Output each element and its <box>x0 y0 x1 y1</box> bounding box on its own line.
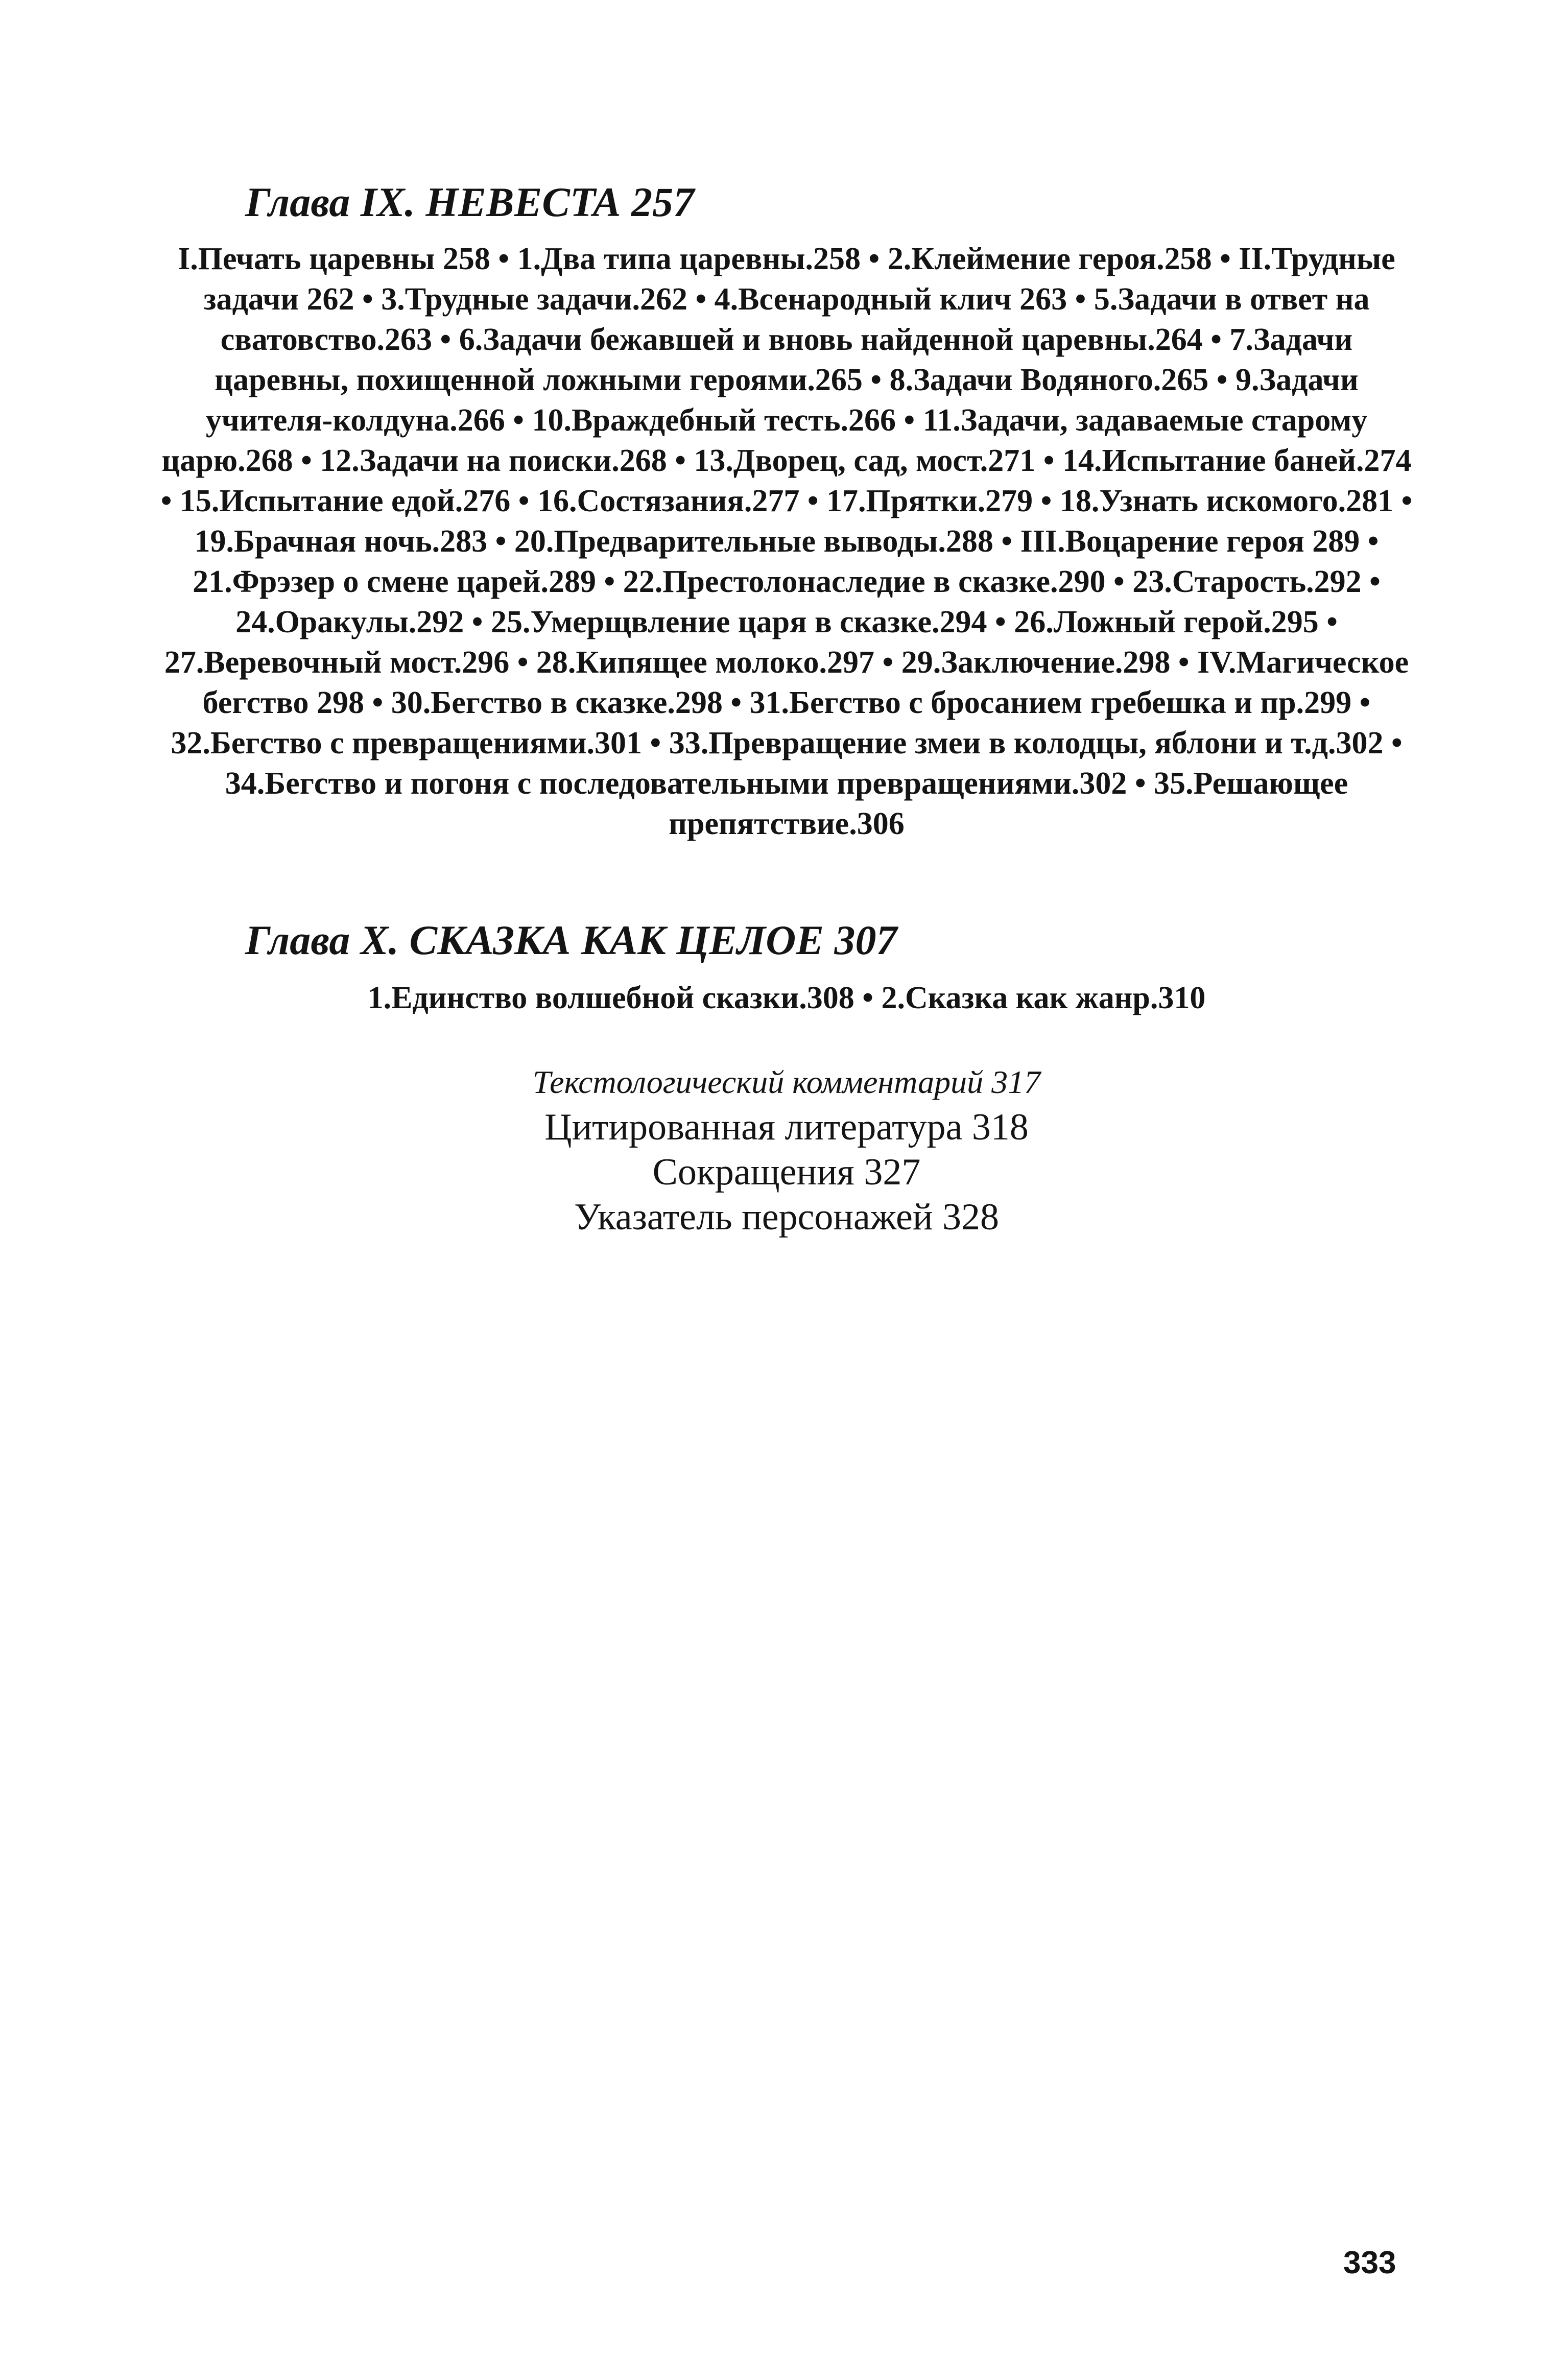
literature-entry: Цитированная литература 318 <box>544 1106 1029 1148</box>
commentary-entry: Текстологический комментарий 317 <box>532 1064 1041 1100</box>
index-entry: Указатель персонажей 328 <box>574 1196 999 1238</box>
chapter-9-contents: I.Печать царевны 258 • 1.Два типа царевны.258 • 2.Клеймение героя.258 • II.Трудные задачи 262 • 3.Трудные задачи.262 • 4.Всенародный клич 263 • 5.Задачи в ответ на сватовство.263 • 6.Задачи бежавшей и вновь найденной царевны.264 • 7.Задачи царевны, похищенной ложными героями.265 • 8.Задачи Водяного.265 • 9.Задачи учителя-колдуна.266 • 10.Враждебный тесть.266 • 11.Задачи, задаваемые старому царю.268 • 12.Задачи на поиски.268 • 13.Дворец, сад, мост.271 • 14.Испытание баней.274 • 15.Испытание едой.276 • 16.Состязания.277 • 17.Прятки.279 • 18.Узнать искомого.281 • 19.Брачная ночь.283 • 20.Предварительные выводы.288 • III.Воцарение героя 289 • 21.Фрэзер о смене царей.289 • 22.Престолонаследие в сказке.290 • 23.Старость.292 • 24.Оракулы.292 • 25.Умерщвление царя в сказке.294 • 26.Ложный герой.295 • 27.Веревочный мост.296 • 28.Кипящее молоко.297 • 29.Заключение.298 • IV.Магическое бегство 298 • 30.Бегство в сказке.298 • 31.Бегство с бросанием гребешка и пр.299 • 32.Бегство с превращениями.301 • 33.Превращение змеи в колодцы, яблони и т.д.302 • 34.Бегство и погоня с последовательными превращениями.302 • 35.Решающее препятствие.306 <box>160 242 1413 841</box>
chapter-10-contents: 1.Единство волшебной сказки.308 • 2.Сказка как жанр.310 <box>367 981 1206 1015</box>
back-matter-list <box>153 1060 1420 1240</box>
abbreviations-entry: Сокращения 327 <box>652 1151 921 1193</box>
chapter-10-heading: Глава X. СКАЗКА КАК ЦЕЛОЕ 307 <box>245 917 897 963</box>
chapter-9-heading: Глава IX. НЕВЕСТА 257 <box>245 179 695 225</box>
page-number: 333 <box>1343 2245 1396 2280</box>
